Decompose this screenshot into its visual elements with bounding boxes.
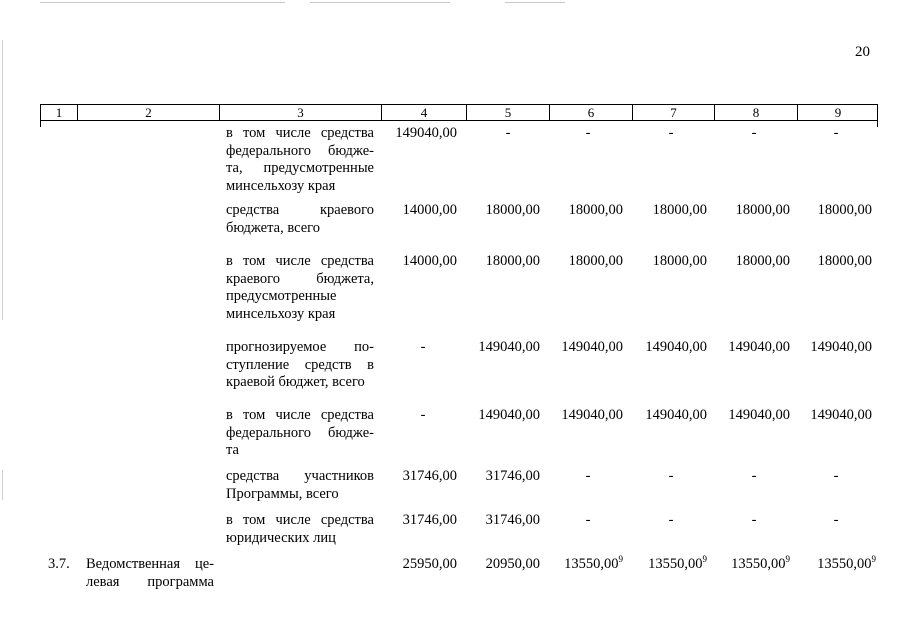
header-cell-8: 8 xyxy=(715,105,798,120)
header-cell-4: 4 xyxy=(382,105,467,120)
cell-col6: 18000,00 xyxy=(568,253,623,269)
footnote-mark: 9 xyxy=(618,554,623,564)
cell-col9: 18000,00 xyxy=(817,253,872,269)
row-description xyxy=(226,468,374,503)
footnote-mark: 9 xyxy=(871,554,876,564)
scan-artifact-left-edge xyxy=(2,470,3,500)
cell-col9 xyxy=(796,556,876,573)
cell-col8: 149040,00 xyxy=(728,407,790,423)
description-line: та, предусмотренные xyxy=(226,160,374,177)
cell-col4: - xyxy=(420,407,426,423)
description-line: в том числе средства xyxy=(226,253,374,269)
description-line: средства участников xyxy=(226,468,374,484)
row-description xyxy=(226,202,374,237)
table-right-border-tick xyxy=(877,121,878,127)
cell-col6: - xyxy=(585,512,591,528)
cell-col7: 149040,00 xyxy=(645,407,707,423)
section-number: 3.7. xyxy=(48,556,70,572)
cell-col8: - xyxy=(751,468,757,484)
row-description xyxy=(226,125,374,195)
row-description xyxy=(226,512,374,547)
value-text: 25950,00 xyxy=(402,556,457,572)
description-line: в том числе средства xyxy=(226,407,374,423)
cell-col4: 149040,00 xyxy=(395,125,457,141)
cell-col9: - xyxy=(833,468,839,484)
cell-col9: 149040,00 xyxy=(810,407,872,423)
cell-col5: 149040,00 xyxy=(478,339,540,355)
description-line: ступление средств в xyxy=(226,356,374,373)
description-line: в том числе средства xyxy=(226,125,374,141)
description-line: прогнозируемое по- xyxy=(226,339,374,355)
row-description xyxy=(226,407,374,460)
header-cell-7: 7 xyxy=(633,105,715,120)
table-left-border-tick xyxy=(40,121,41,127)
cell-col5: - xyxy=(505,125,511,141)
cell-col5: 149040,00 xyxy=(478,407,540,423)
cell-col8: 149040,00 xyxy=(728,339,790,355)
description-line: федерального бюдже- xyxy=(226,424,374,441)
header-cell-3: 3 xyxy=(220,105,382,120)
cell-col7: - xyxy=(668,125,674,141)
description-line: минсельхозу края xyxy=(226,177,336,194)
cell-col8: 18000,00 xyxy=(735,253,790,269)
header-cell-1: 1 xyxy=(41,105,78,120)
cell-col5: 31746,00 xyxy=(485,468,540,484)
cell-col4 xyxy=(377,556,457,573)
cell-col8: - xyxy=(751,125,757,141)
table-header-row xyxy=(40,104,878,121)
description-line: предусмотренные xyxy=(226,288,337,305)
cell-col8: 18000,00 xyxy=(735,202,790,218)
cell-col5: 31746,00 xyxy=(485,512,540,528)
cell-col8 xyxy=(710,556,790,573)
cell-col6: 149040,00 xyxy=(561,407,623,423)
cell-col9: 149040,00 xyxy=(810,339,872,355)
description-line: краевой бюджет, всего xyxy=(226,374,365,391)
cell-col6: 149040,00 xyxy=(561,339,623,355)
section-name-line: левая программа xyxy=(86,573,214,590)
header-cell-9: 9 xyxy=(834,105,842,120)
value-text: 13550,00 xyxy=(731,556,786,572)
cell-col7: - xyxy=(668,468,674,484)
header-cell-5: 5 xyxy=(467,105,550,120)
value-text: 13550,00 xyxy=(648,556,703,572)
scan-artifact-top-line xyxy=(505,2,565,3)
cell-col8: - xyxy=(751,512,757,528)
row-description xyxy=(226,253,374,323)
row-description xyxy=(226,339,374,392)
scan-artifact-left-edge xyxy=(2,40,3,320)
description-line: юридических лиц xyxy=(226,529,336,546)
cell-col6: - xyxy=(585,125,591,141)
cell-col5 xyxy=(460,556,540,573)
cell-col7: 18000,00 xyxy=(652,202,707,218)
cell-col4: 14000,00 xyxy=(402,253,457,269)
scan-artifact-top-line xyxy=(310,2,450,3)
description-line: та xyxy=(226,442,239,459)
section-name-line: Ведомственная це- xyxy=(86,556,214,572)
cell-col4: 31746,00 xyxy=(402,512,457,528)
description-line: средства краевого xyxy=(226,202,374,218)
page-number: 20 xyxy=(855,44,870,60)
description-line: бюджета, всего xyxy=(226,219,320,236)
cell-col7: 18000,00 xyxy=(652,253,707,269)
cell-col5: 18000,00 xyxy=(485,202,540,218)
cell-col9: - xyxy=(833,512,839,528)
cell-col4: 14000,00 xyxy=(402,202,457,218)
footnote-mark: 9 xyxy=(702,554,707,564)
description-line: краевого бюджета, xyxy=(226,270,374,287)
footnote-mark: 9 xyxy=(785,554,790,564)
cell-col7: - xyxy=(668,512,674,528)
header-cell-2: 2 xyxy=(78,105,220,120)
value-text: 20950,00 xyxy=(485,556,540,572)
cell-col4: - xyxy=(420,339,426,355)
description-line: минсельхозу края xyxy=(226,305,336,322)
description-line: федерального бюдже- xyxy=(226,142,374,159)
section-name xyxy=(86,556,214,591)
cell-col9: 18000,00 xyxy=(817,202,872,218)
cell-col7: 149040,00 xyxy=(645,339,707,355)
cell-col6 xyxy=(543,556,623,573)
value-text: 13550,00 xyxy=(564,556,619,572)
description-line: в том числе средства xyxy=(226,512,374,528)
cell-col6: 18000,00 xyxy=(568,202,623,218)
header-cell-6: 6 xyxy=(550,105,633,120)
cell-col9: - xyxy=(833,125,839,141)
scan-artifact-top-line xyxy=(40,2,285,3)
cell-col5: 18000,00 xyxy=(485,253,540,269)
value-text: 13550,00 xyxy=(817,556,872,572)
cell-col6: - xyxy=(585,468,591,484)
cell-col7 xyxy=(627,556,707,573)
cell-col4: 31746,00 xyxy=(402,468,457,484)
description-line: Программы, всего xyxy=(226,485,339,502)
